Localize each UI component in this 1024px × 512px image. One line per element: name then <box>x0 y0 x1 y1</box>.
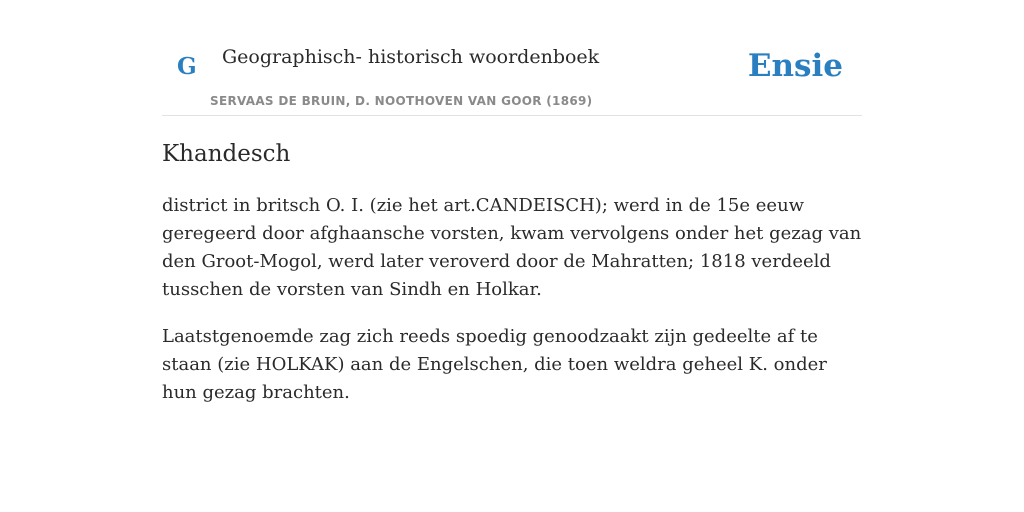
ensie-brand-logo[interactable]: Ensie <box>747 48 843 84</box>
dictionary-title-link[interactable]: Geographisch- historisch woordenboek <box>222 46 600 68</box>
page <box>162 0 862 407</box>
entry-title: Khandesch <box>162 141 291 167</box>
dictionary-authors: SERVAAS DE BRUIN, D. NOOTHOVEN VAN GOOR (1869) <box>210 94 593 108</box>
dictionary-logo-letter[interactable]: G <box>177 53 197 80</box>
dictionary-header <box>162 0 862 116</box>
entry-body <box>162 192 862 407</box>
entry-paragraph: Laatstgenoemde zag zich reeds spoedig genoodzaakt zijn gedeelte af te staan (zie HOLKAK) aan de Engelschen, die toen weldra geheel K. onder hun gezag brachten. <box>162 325 827 403</box>
entry-paragraph: district in britsch O. I. (zie het art.CANDEISCH); werd in de 15e eeuw geregeerd door afghaansche vorsten, kwam vervolgens onder het gezag van den Groot-Mogol, werd later veroverd door de Mahratten; 1818 verdeeld tusschen de vorsten van Sindh en Holkar. <box>162 194 862 300</box>
